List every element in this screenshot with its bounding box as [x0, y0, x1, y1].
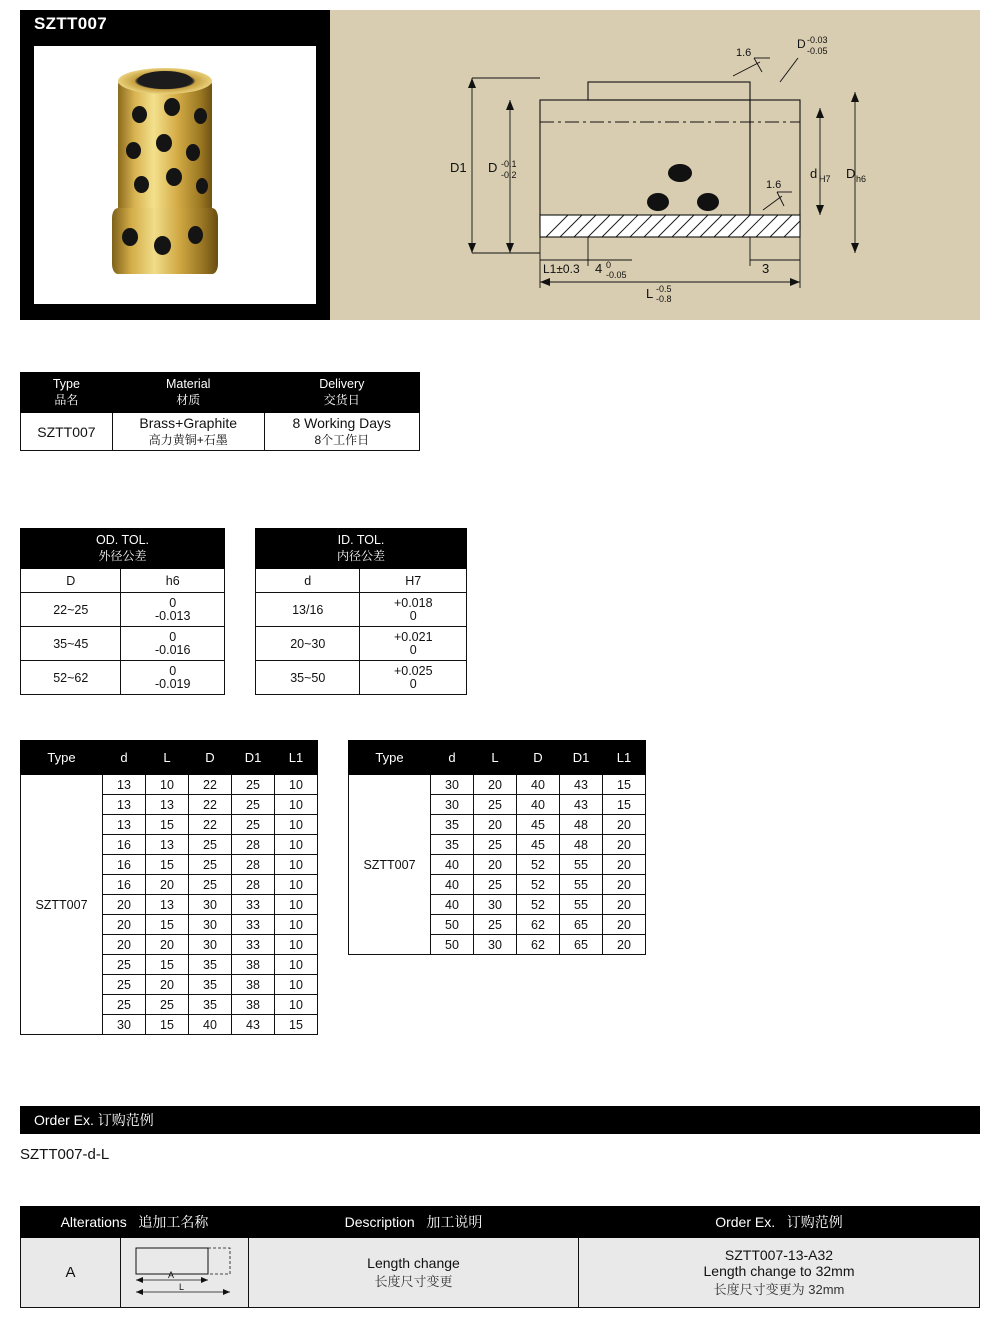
dim-cell: 10 [275, 875, 318, 895]
dim-cell: 43 [560, 795, 603, 815]
alt-header-order: Order Ex. 订购范例 [579, 1207, 980, 1238]
dim-cell: 10 [275, 915, 318, 935]
dim-cell: 10 [275, 775, 318, 795]
dim-cell: 20 [603, 895, 646, 915]
dim-cell: 25 [103, 975, 146, 995]
dim-cell: 20 [474, 815, 517, 835]
dim2-col-type: Type [349, 741, 431, 775]
svg-text:-0.2: -0.2 [501, 170, 517, 180]
alt-figure [121, 1238, 249, 1308]
type-material-delivery-table [20, 372, 420, 451]
dim-cell: 20 [603, 835, 646, 855]
dim-cell: 40 [431, 855, 474, 875]
dim-cell: 25 [474, 915, 517, 935]
svg-text:H7: H7 [819, 174, 831, 184]
dim-cell: 22 [189, 815, 232, 835]
dim-cell: 52 [517, 875, 560, 895]
dim-cell: 33 [232, 895, 275, 915]
table-header-row [21, 741, 318, 775]
dim-cell: 38 [232, 995, 275, 1015]
dim-cell: 43 [560, 775, 603, 795]
od-col-h6: h6 [121, 569, 225, 593]
dim-cell: 33 [232, 935, 275, 955]
dim-cell: 20 [474, 775, 517, 795]
dim1-col-L1: L1 [275, 741, 318, 775]
order-example-band [20, 1106, 980, 1134]
table-row [21, 661, 225, 695]
id-table-title: ID. TOL. 内径公差 [256, 529, 467, 569]
od-tol-3: 0 -0.019 [121, 661, 225, 695]
dim-cell: 40 [431, 875, 474, 895]
svg-text:D: D [846, 166, 856, 181]
dim-cell: 28 [232, 875, 275, 895]
dim-cell: 25 [232, 815, 275, 835]
table-row [21, 1238, 980, 1308]
dim-cell: 22 [189, 795, 232, 815]
od-range-3: 52~62 [21, 661, 121, 695]
svg-text:L: L [646, 286, 654, 301]
dim-cell: 48 [560, 835, 603, 855]
od-col-D: D [21, 569, 121, 593]
dim2-col-D: D [517, 741, 560, 775]
cell-delivery-value: 8 Working Days 8个工作日 [264, 413, 419, 451]
alterations-table [20, 1206, 980, 1308]
dim-cell: 52 [517, 895, 560, 915]
dim-cell: 15 [146, 1015, 189, 1035]
dim-cell: 13 [103, 775, 146, 795]
header-material: Material 材质 [112, 373, 264, 413]
table-row [349, 775, 646, 795]
dim-cell: 62 [517, 935, 560, 955]
id-tol-1: +0.018 0 [360, 593, 467, 627]
dim-cell: 10 [275, 975, 318, 995]
id-col-H7: H7 [360, 569, 467, 593]
svg-text:-0.1: -0.1 [501, 159, 517, 169]
dim2-col-d: d [431, 741, 474, 775]
svg-text:h6: h6 [856, 174, 867, 184]
table-header-row [21, 373, 420, 413]
dim-cell: 30 [189, 895, 232, 915]
alt-header-description: Description 加工说明 [249, 1207, 579, 1238]
table-row [256, 661, 467, 695]
dim-cell: 50 [431, 915, 474, 935]
dim-cell: 13 [103, 795, 146, 815]
dim-cell: 10 [146, 775, 189, 795]
dim-cell: 38 [232, 955, 275, 975]
dim-cell: 35 [189, 995, 232, 1015]
dim-cell: 10 [275, 935, 318, 955]
table-row [21, 593, 225, 627]
table-row [21, 775, 318, 795]
table-row [21, 627, 225, 661]
svg-text:0: 0 [606, 260, 612, 270]
dim-cell: 38 [232, 975, 275, 995]
svg-text:-0.03: -0.03 [807, 35, 828, 45]
dim-cell: 25 [474, 875, 517, 895]
product-code-title: SZTT007 [34, 14, 107, 33]
alt-description: Length change 长度尺寸变更 [249, 1238, 579, 1308]
dim-cell: 52 [517, 855, 560, 875]
dim-cell: 15 [146, 855, 189, 875]
dim-cell: 20 [603, 815, 646, 835]
svg-text:3: 3 [762, 261, 770, 276]
dim-cell: 30 [431, 775, 474, 795]
od-tol-1: 0 -0.013 [121, 593, 225, 627]
dim-cell: 20 [603, 875, 646, 895]
dim-cell: 13 [146, 835, 189, 855]
dim1-col-type: Type [21, 741, 103, 775]
dim-cell: 30 [431, 795, 474, 815]
product-photo [34, 46, 316, 304]
dim-cell: 16 [103, 875, 146, 895]
dim2-col-L: L [474, 741, 517, 775]
dim1-col-d: d [103, 741, 146, 775]
dim-cell: 65 [560, 935, 603, 955]
label-D-top: D [797, 37, 806, 51]
header-type: Type 品名 [21, 373, 113, 413]
dim2-col-D1: D1 [560, 741, 603, 775]
dim-cell: 25 [189, 875, 232, 895]
dim-cell: 10 [275, 835, 318, 855]
table-row [256, 593, 467, 627]
alt-header-alterations: Alterations 追加工名称 [21, 1207, 249, 1238]
label-D1: D1 [450, 160, 467, 175]
dim-cell: 25 [103, 955, 146, 975]
dim-cell: 62 [517, 915, 560, 935]
dim-cell: 20 [146, 975, 189, 995]
dim-cell: 20 [146, 875, 189, 895]
dim-cell: 20 [103, 915, 146, 935]
dim-cell: 55 [560, 875, 603, 895]
od-range-1: 22~25 [21, 593, 121, 627]
dim-cell: 40 [517, 775, 560, 795]
table-row [256, 569, 467, 593]
alt-order-example: SZTT007-13-A32 Length change to 32mm 长度尺寸变更为 32mm [579, 1238, 980, 1308]
dim-cell: 10 [275, 895, 318, 915]
dim1-col-D1: D1 [232, 741, 275, 775]
dim-cell: 48 [560, 815, 603, 835]
cell-type-value: SZTT007 [21, 413, 113, 451]
dim-cell: 35 [189, 975, 232, 995]
dim-cell: 10 [275, 855, 318, 875]
dim-cell: 25 [232, 775, 275, 795]
dim-cell: 15 [146, 955, 189, 975]
technical-drawing [350, 10, 980, 320]
dim-cell: 10 [275, 795, 318, 815]
dim-cell: 25 [103, 995, 146, 1015]
svg-text:4: 4 [595, 261, 603, 276]
id-col-d: d [256, 569, 360, 593]
dim-type-cell: SZTT007 [349, 775, 431, 955]
order-example-label: Order Ex. 订购范例 [34, 1112, 154, 1128]
dim-cell: 15 [603, 775, 646, 795]
dim-cell: 30 [103, 1015, 146, 1035]
dim1-col-D: D [189, 741, 232, 775]
svg-text:1.6: 1.6 [736, 47, 752, 59]
alt-code: A [21, 1238, 121, 1308]
dim-cell: 33 [232, 915, 275, 935]
dim-cell: 35 [431, 835, 474, 855]
dim-cell: 16 [103, 835, 146, 855]
dim-cell: 35 [189, 955, 232, 975]
dim-cell: 20 [474, 855, 517, 875]
dim2-col-L1: L1 [603, 741, 646, 775]
svg-text:L: L [178, 1282, 184, 1292]
dim-cell: 22 [189, 775, 232, 795]
dim-cell: 35 [431, 815, 474, 835]
dim-cell: 25 [474, 835, 517, 855]
svg-text:A: A [167, 1270, 174, 1280]
dim-cell: 30 [474, 935, 517, 955]
dim-cell: 55 [560, 895, 603, 915]
dim-cell: 20 [103, 935, 146, 955]
dim-cell: 20 [603, 855, 646, 875]
od-range-2: 35~45 [21, 627, 121, 661]
table-row [256, 627, 467, 661]
dim-cell: 43 [232, 1015, 275, 1035]
dim-cell: 50 [431, 935, 474, 955]
dim-cell: 40 [189, 1015, 232, 1035]
dim-cell: 13 [146, 895, 189, 915]
order-example-text: SZTT007-d-L [20, 1146, 110, 1163]
dimension-table-right [348, 740, 646, 955]
bushing-illustration [112, 68, 218, 278]
svg-text:L1±0.3: L1±0.3 [543, 262, 580, 276]
svg-text:-0.8: -0.8 [656, 294, 672, 304]
dimension-table-left [20, 740, 318, 1035]
dim-cell: 13 [103, 815, 146, 835]
dim-cell: 15 [603, 795, 646, 815]
id-range-2: 20~30 [256, 627, 360, 661]
dim-cell: 25 [189, 835, 232, 855]
svg-text:1.6: 1.6 [766, 179, 782, 191]
dim-type-cell: SZTT007 [21, 775, 103, 1035]
dim-cell: 55 [560, 855, 603, 875]
dim-cell: 13 [146, 795, 189, 815]
od-tol-2: 0 -0.016 [121, 627, 225, 661]
id-range-1: 13/16 [256, 593, 360, 627]
dim-cell: 20 [603, 915, 646, 935]
dim-cell: 15 [146, 815, 189, 835]
dim1-col-L: L [146, 741, 189, 775]
table-row [21, 569, 225, 593]
dim-cell: 65 [560, 915, 603, 935]
dim-cell: 16 [103, 855, 146, 875]
dim-cell: 10 [275, 955, 318, 975]
id-tol-3: +0.025 0 [360, 661, 467, 695]
od-table-title: OD. TOL. 外径公差 [21, 529, 225, 569]
dim-cell: 20 [603, 935, 646, 955]
dim-cell: 15 [275, 1015, 318, 1035]
table-row [21, 413, 420, 451]
dim-cell: 30 [189, 915, 232, 935]
svg-text:-0.05: -0.05 [807, 46, 828, 56]
svg-text:-0.05: -0.05 [606, 270, 627, 280]
svg-text:-0.5: -0.5 [656, 284, 672, 294]
dim-cell: 25 [146, 995, 189, 1015]
od-tolerance-table [20, 528, 225, 695]
dim-cell: 25 [474, 795, 517, 815]
dim-cell: 15 [146, 915, 189, 935]
label-D-left: D [488, 160, 498, 175]
id-range-3: 35~50 [256, 661, 360, 695]
dim-cell: 30 [189, 935, 232, 955]
product-photo-frame [20, 10, 330, 320]
dim-cell: 40 [431, 895, 474, 915]
cell-material-value: Brass+Graphite 高力黄铜+石墨 [112, 413, 264, 451]
id-tol-2: +0.021 0 [360, 627, 467, 661]
table-header-row [21, 1207, 980, 1238]
svg-text:d: d [810, 166, 818, 181]
dim-cell: 20 [146, 935, 189, 955]
dim-cell: 25 [189, 855, 232, 875]
dim-cell: 40 [517, 795, 560, 815]
dim-cell: 28 [232, 835, 275, 855]
dim-cell: 45 [517, 835, 560, 855]
dim-cell: 30 [474, 895, 517, 915]
dim-cell: 45 [517, 815, 560, 835]
header-delivery: Delivery 交货日 [264, 373, 419, 413]
dim-cell: 10 [275, 815, 318, 835]
table-header-row [349, 741, 646, 775]
dim-cell: 20 [103, 895, 146, 915]
dim-cell: 25 [232, 795, 275, 815]
id-tolerance-table [255, 528, 467, 695]
dim-cell: 28 [232, 855, 275, 875]
dim-cell: 10 [275, 995, 318, 1015]
